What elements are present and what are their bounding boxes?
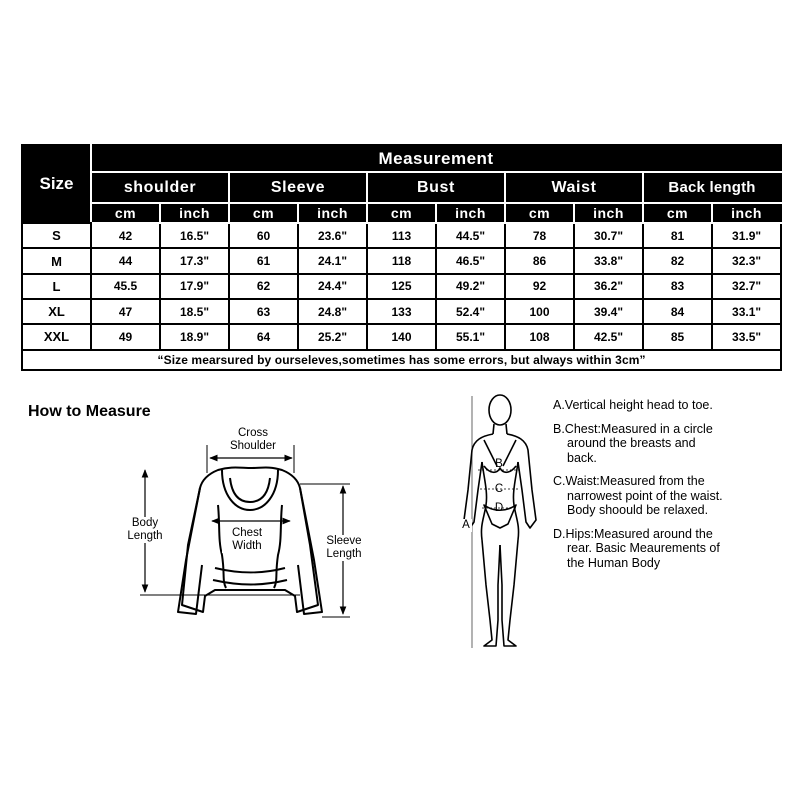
table-cell: 62	[229, 274, 298, 299]
table-cell: 49.2"	[436, 274, 505, 299]
cross-shoulder-label: Cross Shoulder	[218, 427, 288, 453]
hips-marker-d: D	[494, 502, 504, 514]
table-cell: 118	[367, 248, 436, 273]
height-marker-a: A	[460, 519, 472, 532]
unit-header-cm: cm	[505, 203, 574, 223]
table-cell: 24.1"	[298, 248, 367, 273]
table-cell: 24.4"	[298, 274, 367, 299]
table-cell: 55.1"	[436, 324, 505, 349]
table-cell: 133	[367, 299, 436, 324]
table-cell: 125	[367, 274, 436, 299]
table-cell: 23.6"	[298, 223, 367, 248]
table-cell: 36.2"	[574, 274, 643, 299]
group-header-back-length: Back length	[643, 172, 781, 202]
chest-marker-b: B	[495, 458, 503, 470]
table-cell: 47	[91, 299, 160, 324]
unit-header-inch: inch	[160, 203, 229, 223]
table-cell: 100	[505, 299, 574, 324]
table-cell: 17.9"	[160, 274, 229, 299]
table-cell: 42.5"	[574, 324, 643, 349]
table-cell: 60	[229, 223, 298, 248]
table-cell: 63	[229, 299, 298, 324]
table-cell: 85	[643, 324, 712, 349]
table-cell: 17.3"	[160, 248, 229, 273]
table-cell: 108	[505, 324, 574, 349]
table-cell: 25.2"	[298, 324, 367, 349]
size-label: L	[22, 274, 91, 299]
size-label: XXL	[22, 324, 91, 349]
table-cell: 46.5"	[436, 248, 505, 273]
measurement-notes	[553, 398, 723, 579]
unit-header-inch: inch	[298, 203, 367, 223]
note-hips: D.Hips:Measured around the rear. Basic Meaurements of the Human Body	[553, 526, 720, 570]
table-cell: 18.9"	[160, 324, 229, 349]
unit-header-cm: cm	[91, 203, 160, 223]
group-header-bust: Bust	[367, 172, 505, 202]
table-cell: 44	[91, 248, 160, 273]
unit-header-inch: inch	[436, 203, 505, 223]
group-header-sleeve: Sleeve	[229, 172, 367, 202]
chest-width-label: Chest Width	[222, 527, 272, 553]
table-cell: 81	[643, 223, 712, 248]
size-column-header: Size	[22, 145, 91, 223]
table-cell: 18.5"	[160, 299, 229, 324]
note-waist: C.Waist:Measured from the narrowest point of the waist. Body shoould be relaxed.	[553, 474, 723, 517]
table-cell: 44.5"	[436, 223, 505, 248]
table-cell: 140	[367, 324, 436, 349]
table-cell: 30.7"	[574, 223, 643, 248]
table-cell: 84	[643, 299, 712, 324]
table-cell: 33.5"	[712, 324, 781, 349]
waist-marker-c: C	[494, 483, 504, 495]
group-header-shoulder: shoulder	[91, 172, 229, 202]
table-cell: 45.5	[91, 274, 160, 299]
unit-header-cm: cm	[367, 203, 436, 223]
how-to-measure-title: How to Measure	[28, 403, 151, 420]
table-cell: 32.3"	[712, 248, 781, 273]
note-chest: B.Chest:Measured in a circle around the breasts and back.	[553, 421, 713, 465]
unit-header-cm: cm	[643, 203, 712, 223]
sleeve-length-label: Sleeve Length	[318, 535, 370, 561]
table-cell: 32.7"	[712, 274, 781, 299]
measurement-header: Measurement	[91, 145, 781, 172]
table-cell: 61	[229, 248, 298, 273]
table-cell: 92	[505, 274, 574, 299]
body-length-label: Body Length	[118, 517, 172, 543]
unit-header-inch: inch	[712, 203, 781, 223]
measurement-disclaimer: “Size mearsured by ourseleves,sometimes has some errors, but always within 3cm”	[22, 350, 781, 370]
table-cell: 52.4"	[436, 299, 505, 324]
table-cell: 24.8"	[298, 299, 367, 324]
human-body-icon	[464, 395, 536, 646]
table-cell: 39.4"	[574, 299, 643, 324]
table-cell: 33.1"	[712, 299, 781, 324]
table-cell: 49	[91, 324, 160, 349]
unit-header-inch: inch	[574, 203, 643, 223]
note-height: A.Vertical height head to toe.	[553, 398, 713, 412]
table-cell: 16.5"	[160, 223, 229, 248]
size-label: S	[22, 223, 91, 248]
table-cell: 82	[643, 248, 712, 273]
size-label: M	[22, 248, 91, 273]
group-header-waist: Waist	[505, 172, 643, 202]
table-cell: 113	[367, 223, 436, 248]
table-cell: 83	[643, 274, 712, 299]
table-cell: 86	[505, 248, 574, 273]
table-cell: 31.9"	[712, 223, 781, 248]
unit-header-cm: cm	[229, 203, 298, 223]
table-cell: 64	[229, 324, 298, 349]
size-label: XL	[22, 299, 91, 324]
table-cell: 42	[91, 223, 160, 248]
table-cell: 33.8"	[574, 248, 643, 273]
table-cell: 78	[505, 223, 574, 248]
